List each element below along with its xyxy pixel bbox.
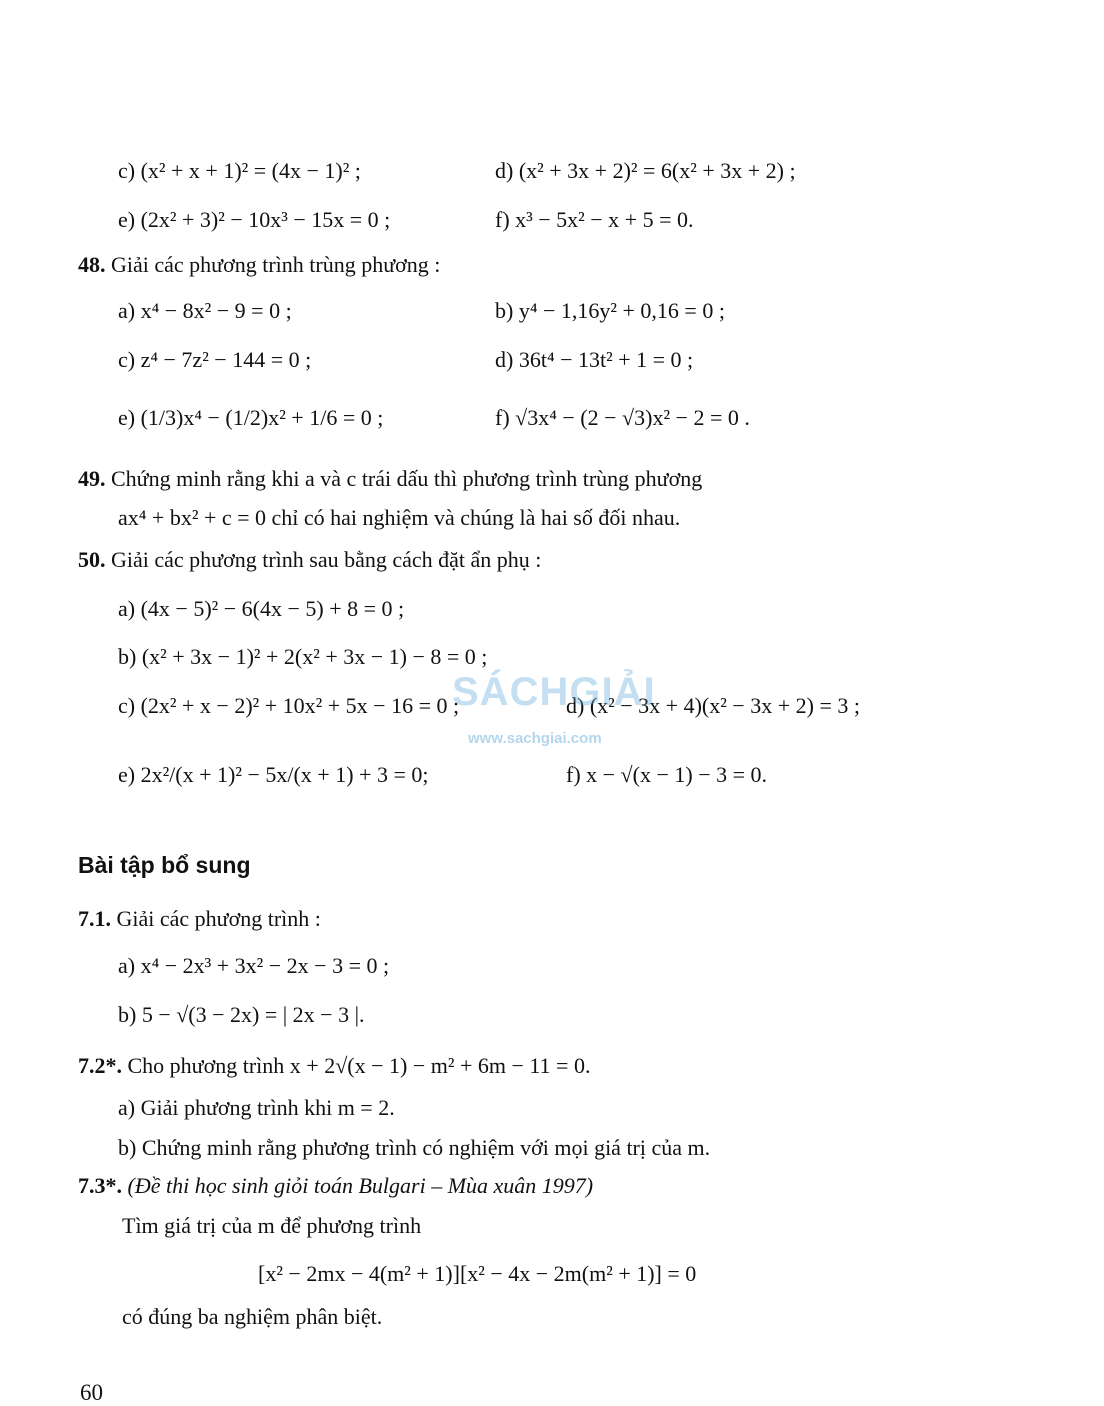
ex48-c: c) z⁴ − 7z² − 144 = 0 ; — [118, 347, 312, 372]
ex50-number: 50. — [78, 547, 106, 572]
ex50-c: c) (2x² + x − 2)² + 10x² + 5x − 16 = 0 ; — [118, 693, 460, 718]
p73-heading — [78, 1173, 593, 1199]
ex49-line1 — [78, 466, 702, 492]
p72-title: Cho phương trình x + 2√(x − 1) − m² + 6m − 11 = 0. — [127, 1053, 591, 1078]
ex49-line2: ax⁴ + bx² + c = 0 chỉ có hai nghiệm và chúng là hai số đối nhau. — [118, 505, 681, 530]
ex48-d: d) 36t⁴ − 13t² + 1 = 0 ; — [495, 347, 694, 372]
ex47-c: c) (x² + x + 1)² = (4x − 1)² ; — [118, 158, 361, 183]
ex50-f: f) x − √(x − 1) − 3 = 0. — [566, 762, 768, 787]
ex49-number: 49. — [78, 466, 106, 491]
p73-equation: [x² − 2mx − 4(m² + 1)][x² − 4x − 2m(m² + 1)] = 0 — [258, 1261, 697, 1286]
p71-heading — [78, 906, 321, 932]
p73-line3: có đúng ba nghiệm phân biệt. — [122, 1304, 383, 1329]
ex50-title: Giải các phương trình sau bằng cách đặt ẩn phụ : — [111, 547, 542, 572]
p72-b: b) Chứng minh rằng phương trình có nghiệm với mọi giá trị của m. — [118, 1135, 711, 1160]
p72-number: 7.2*. — [78, 1053, 122, 1078]
p71-a: a) x⁴ − 2x³ + 3x² − 2x − 3 = 0 ; — [118, 953, 390, 978]
watermark-url: www.sachgiai.com — [468, 730, 602, 747]
ex47-d: d) (x² + 3x + 2)² = 6(x² + 3x + 2) ; — [495, 158, 796, 183]
page-number: 60 — [80, 1380, 103, 1405]
ex48-number: 48. — [78, 252, 106, 277]
ex47-e: e) (2x² + 3)² − 10x³ − 15x = 0 ; — [118, 207, 391, 232]
ex50-b: b) (x² + 3x − 1)² + 2(x² + 3x − 1) − 8 = 0 ; — [118, 644, 488, 669]
ex50-heading — [78, 547, 541, 573]
p73-number: 7.3*. — [78, 1173, 122, 1198]
ex50-e: e) 2x²/(x + 1)² − 5x/(x + 1) + 3 = 0; — [118, 762, 429, 787]
ex48-f: f) √3x⁴ − (2 − √3)x² − 2 = 0 . — [495, 405, 750, 430]
p73-source: (Đề thi học sinh giỏi toán Bulgari – Mùa xuân 1997) — [127, 1173, 594, 1198]
ex48-a: a) x⁴ − 8x² − 9 = 0 ; — [118, 298, 292, 323]
ex48-b: b) y⁴ − 1,16y² + 0,16 = 0 ; — [495, 298, 725, 323]
ex48-heading — [78, 252, 440, 278]
ex49-text: Chứng minh rằng khi a và c trái dấu thì phương trình trùng phương — [111, 466, 703, 491]
ex47-f: f) x³ − 5x² − x + 5 = 0. — [495, 207, 694, 232]
p71-title: Giải các phương trình : — [116, 906, 321, 931]
p71-b: b) 5 − √(3 − 2x) = | 2x − 3 |. — [118, 1002, 365, 1027]
section-heading: Bài tập bổ sung — [78, 852, 251, 878]
ex50-a: a) (4x − 5)² − 6(4x − 5) + 8 = 0 ; — [118, 596, 405, 621]
ex50-d: d) (x² − 3x + 4)(x² − 3x + 2) = 3 ; — [566, 693, 860, 718]
watermark-logo: SÁCHGIẢI — [452, 670, 656, 714]
ex48-e: e) (1/3)x⁴ − (1/2)x² + 1/6 = 0 ; — [118, 405, 384, 430]
p72-heading — [78, 1053, 590, 1079]
p72-a: a) Giải phương trình khi m = 2. — [118, 1095, 395, 1120]
ex48-title: Giải các phương trình trùng phương : — [111, 252, 441, 277]
p73-line1: Tìm giá trị của m để phương trình — [122, 1213, 422, 1238]
p71-number: 7.1. — [78, 906, 111, 931]
